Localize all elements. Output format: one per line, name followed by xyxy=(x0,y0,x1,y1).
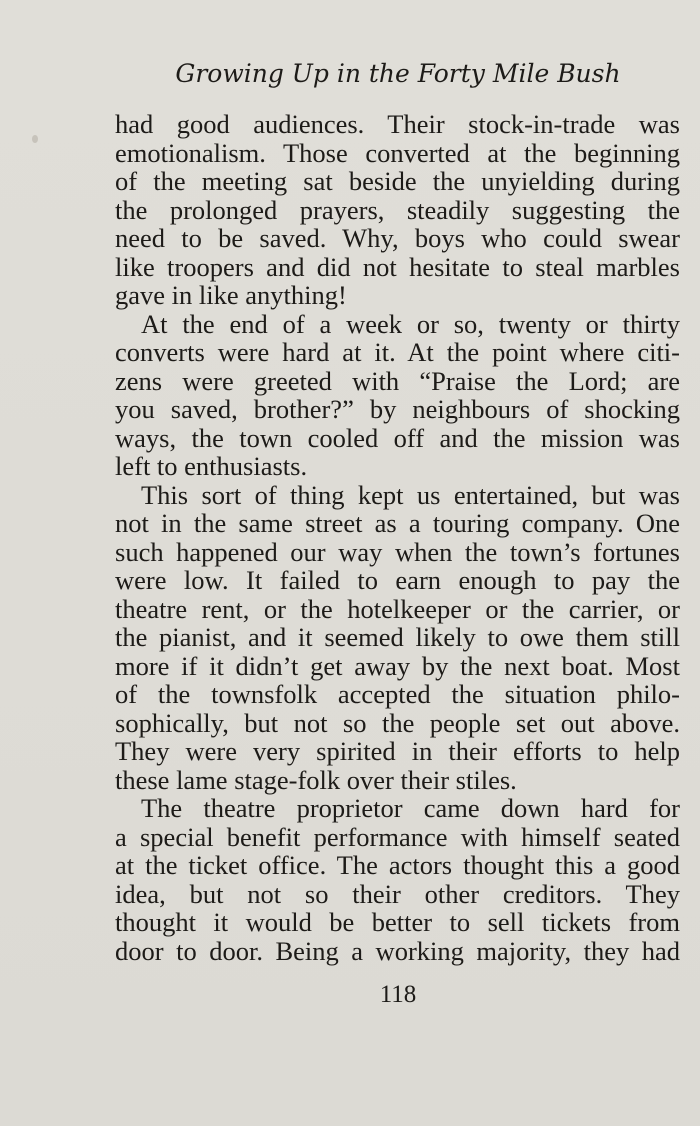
text-line: The theatre proprietor came down hard for xyxy=(141,793,680,823)
text-line: need to be saved. Why, boys who could swear xyxy=(115,223,680,253)
text-line: door to door. Being a working majority, they had xyxy=(115,935,680,966)
text-line: They were very spirited in their efforts to help xyxy=(115,736,680,766)
text-line: thought it would be better to sell tickets from xyxy=(115,907,680,937)
page-number: 118 xyxy=(379,981,417,1008)
text-line: zens were greeted with “Praise the Lord; are xyxy=(115,365,680,396)
text-line: were low. It failed to earn enough to pay the xyxy=(115,565,680,595)
text-line: the prolonged prayers, steadily suggesting the xyxy=(115,194,680,225)
text-line: such happened our way when the town’s fortunes xyxy=(115,536,680,567)
text-line: At the end of a week or so, twenty or thirty xyxy=(141,308,680,339)
text-line: like troopers and did not hesitate to steal marbles xyxy=(115,251,680,282)
text-line: the pianist, and it seemed likely to owe them still xyxy=(115,622,680,652)
running-head: Growing Up in the Forty Mile Bush xyxy=(175,59,621,88)
text-line: had good audiences. Their stock-in-trade was xyxy=(115,109,680,139)
text-line: This sort of thing kept us entertained, but was xyxy=(141,479,680,510)
text-line: you saved, brother?” by neighbours of shocking xyxy=(115,394,680,424)
paper-speck xyxy=(32,135,38,143)
text-line: not in the same street as a touring company. One xyxy=(115,508,680,538)
text-line: emotionalism. Those converted at the beginning xyxy=(115,137,680,168)
text-line: of the meeting sat beside the unyielding during xyxy=(115,166,680,196)
text-line: left to enthusiasts. xyxy=(115,451,308,481)
text-line: these lame stage-folk over their stiles. xyxy=(115,764,517,795)
text-line: at the ticket office. The actors thought this a good xyxy=(115,850,680,880)
text-line: of the townsfolk accepted the situation philo- xyxy=(115,679,680,709)
text-line: idea, but not so their other creditors. They xyxy=(115,878,680,909)
text-line: a special benefit performance with himself seated xyxy=(115,821,680,852)
text-line: theatre rent, or the hotelkeeper or the carrier, or xyxy=(115,593,680,624)
body-text xyxy=(115,110,680,965)
text-line: more if it didn’t get away by the next boat. Most xyxy=(115,650,680,681)
text-line: converts were hard at it. At the point where citi- xyxy=(115,337,680,367)
text-line: sophically, but not so the people set out above. xyxy=(115,707,680,738)
text-line: ways, the town cooled off and the mission was xyxy=(115,422,680,453)
text-line: gave in like anything! xyxy=(115,280,347,310)
